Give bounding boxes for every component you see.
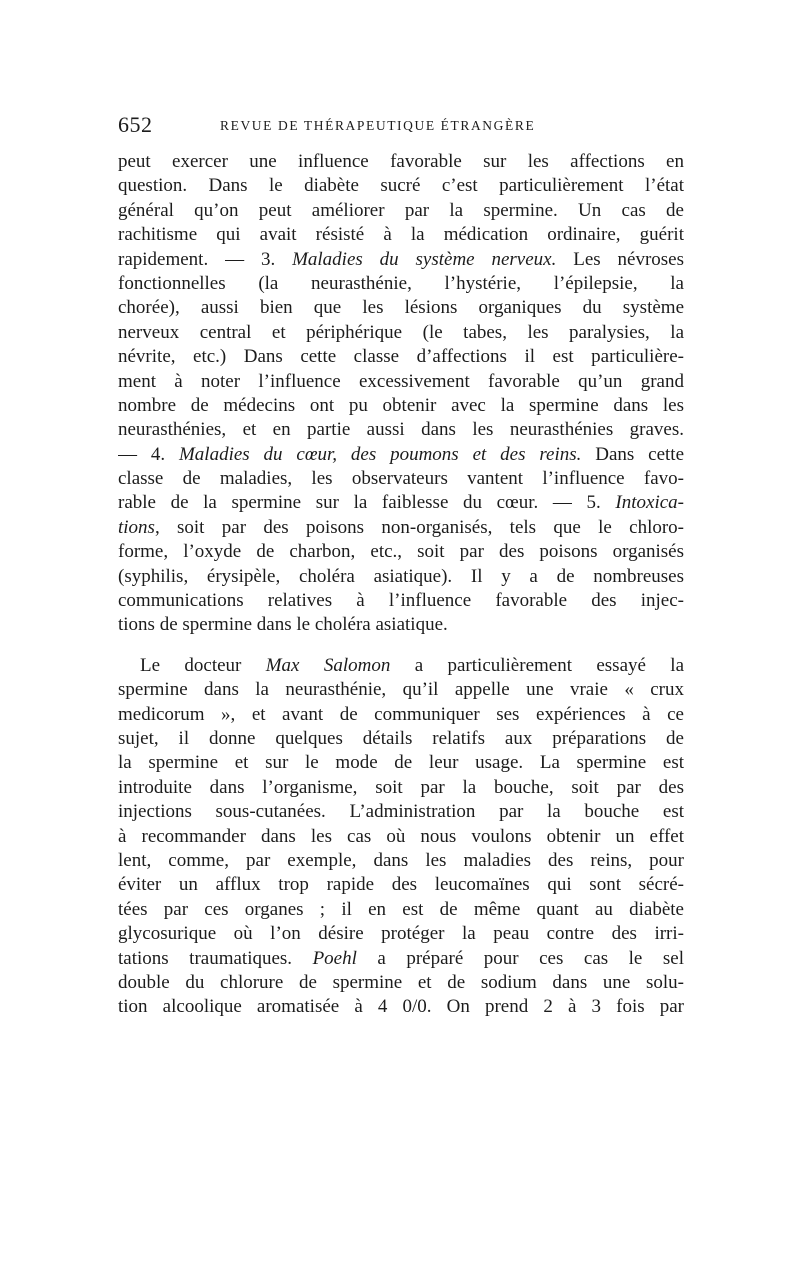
text-line <box>118 703 684 727</box>
text-segment: medicorum », et avant de communiquer ses expériences à ce <box>118 703 684 725</box>
text-line <box>118 613 684 637</box>
text-segment: nombre de médecins ont pu obtenir avec la spermine dans les <box>118 394 684 416</box>
text-line <box>118 272 684 296</box>
text-segment: Dans cette <box>581 443 684 465</box>
text-segment: tion alcoolique aromatisée à 4 0/0. On prend 2 à 3 fois par <box>118 996 684 1018</box>
italic-segment: Maladies du cœur, des poumons et des reins. <box>178 443 582 465</box>
text-segment: à recommander dans les cas où nous voulons obtenir un effet <box>118 825 684 847</box>
text-segment: tions de spermine dans le choléra asiatique. <box>118 614 448 636</box>
text-line <box>118 947 684 971</box>
text-line <box>118 751 684 775</box>
text-segment: (syphilis, érysipèle, choléra asiatique). Il y a de nombreuses <box>118 565 684 587</box>
text-line <box>118 491 684 515</box>
text-line <box>118 898 684 922</box>
italic-segment: Intoxica- <box>615 492 684 514</box>
text-segment: double du chlorure de spermine et de sodium dans une solu- <box>118 971 684 993</box>
text-line <box>118 223 684 247</box>
text-segment: a particulièrement essayé la <box>390 654 684 676</box>
text-segment: Les névroses <box>556 248 684 270</box>
text-segment: forme, l’oxyde de charbon, etc., soit par des poisons organisés <box>118 541 684 563</box>
text-line <box>118 995 684 1019</box>
text-segment: introduite dans l’organisme, soit par la bouche, soit par des <box>118 776 684 798</box>
body-text <box>118 150 684 1020</box>
text-segment: tées par ces organes ; il en est de même quant au diabète <box>118 898 684 920</box>
text-segment: neurasthénies, et en partie aussi dans les neurasthénies graves. <box>118 419 684 441</box>
text-segment: névrite, etc.) Dans cette classe d’affections il est particulière- <box>118 346 684 368</box>
text-line <box>118 922 684 946</box>
text-segment: lent, comme, par exemple, dans les maladies des reins, pour <box>118 849 684 871</box>
text-segment: injections sous-cutanées. L’administration par la bouche est <box>118 801 684 823</box>
page-number: 652 <box>118 112 153 137</box>
text-segment: glycosurique où l’on désire protéger la peau contre des irri- <box>118 923 684 945</box>
running-head <box>118 112 688 142</box>
text-segment: — 4. <box>118 443 179 465</box>
text-segment: sujet, il donne quelques détails relatifs aux préparations de <box>118 727 684 749</box>
text-line <box>118 174 684 198</box>
text-line <box>118 971 684 995</box>
italic-segment: Maladies du système nerveux. <box>292 248 557 270</box>
text-line <box>118 678 684 702</box>
text-segment: nerveux central et périphérique (le tabes, les paralysies, la <box>118 321 684 343</box>
text-segment: chorée), aussi bien que les lésions organiques du système <box>118 297 684 319</box>
text-segment: peut exercer une influence favorable sur les affections en <box>118 151 684 172</box>
text-line <box>118 654 684 678</box>
text-line <box>118 394 684 418</box>
text-line <box>118 443 684 467</box>
italic-segment: tions <box>118 516 155 538</box>
text-line <box>118 296 684 320</box>
paragraph-gap <box>118 638 684 654</box>
text-line <box>118 589 684 613</box>
text-segment: , soit par des poisons non-organisés, tels que le chloro- <box>154 516 684 538</box>
text-line <box>118 370 684 394</box>
text-segment: tations traumatiques. <box>118 947 313 969</box>
text-line <box>118 873 684 897</box>
text-segment: fonctionnelles (la neurasthénie, l’hystérie, l’épilepsie, la <box>118 272 684 294</box>
text-segment: Le docteur <box>140 654 266 676</box>
text-segment: communications relatives à l’influence favorable des injec- <box>118 590 684 612</box>
text-segment: éviter un afflux trop rapide des leucomaïnes qui sont sécré- <box>118 874 684 896</box>
text-line <box>118 467 684 491</box>
text-line <box>118 248 684 272</box>
text-segment: classe de maladies, les observateurs vantent l’influence favo- <box>118 468 684 490</box>
text-line <box>118 540 684 564</box>
text-line <box>118 776 684 800</box>
text-line <box>118 150 684 174</box>
text-line <box>118 199 684 223</box>
text-segment: question. Dans le diabète sucré c’est particulièrement l’état <box>118 175 684 197</box>
text-line <box>118 727 684 751</box>
paragraph-1 <box>118 150 684 638</box>
paragraph-2 <box>118 654 684 1020</box>
text-segment: la spermine et sur le mode de leur usage. La spermine est <box>118 752 684 774</box>
text-segment: général qu’on peut améliorer par la spermine. Un cas de <box>118 199 684 221</box>
text-line <box>118 849 684 873</box>
text-line <box>118 516 684 540</box>
text-line <box>118 825 684 849</box>
text-segment: a préparé pour ces cas le sel <box>356 947 684 969</box>
text-segment: ment à noter l’influence excessivement favorable qu’un grand <box>118 370 684 392</box>
journal-title: REVUE DE THÉRAPEUTIQUE ÉTRANGÈRE <box>220 118 536 133</box>
text-segment: rachitisme qui avait résisté à la médication ordinaire, guérit <box>118 224 684 246</box>
text-line <box>118 800 684 824</box>
italic-segment: Poehl <box>312 947 357 969</box>
text-line <box>118 321 684 345</box>
text-line <box>118 418 684 442</box>
text-line <box>118 565 684 589</box>
text-segment: rable de la spermine sur la faiblesse du cœur. — 5. <box>118 492 616 514</box>
text-segment: spermine dans la neurasthénie, qu’il appelle une vraie « crux <box>118 679 684 701</box>
text-line <box>118 345 684 369</box>
italic-segment: Max Salomon <box>265 654 391 676</box>
text-segment: rapidement. — 3. <box>118 248 293 270</box>
